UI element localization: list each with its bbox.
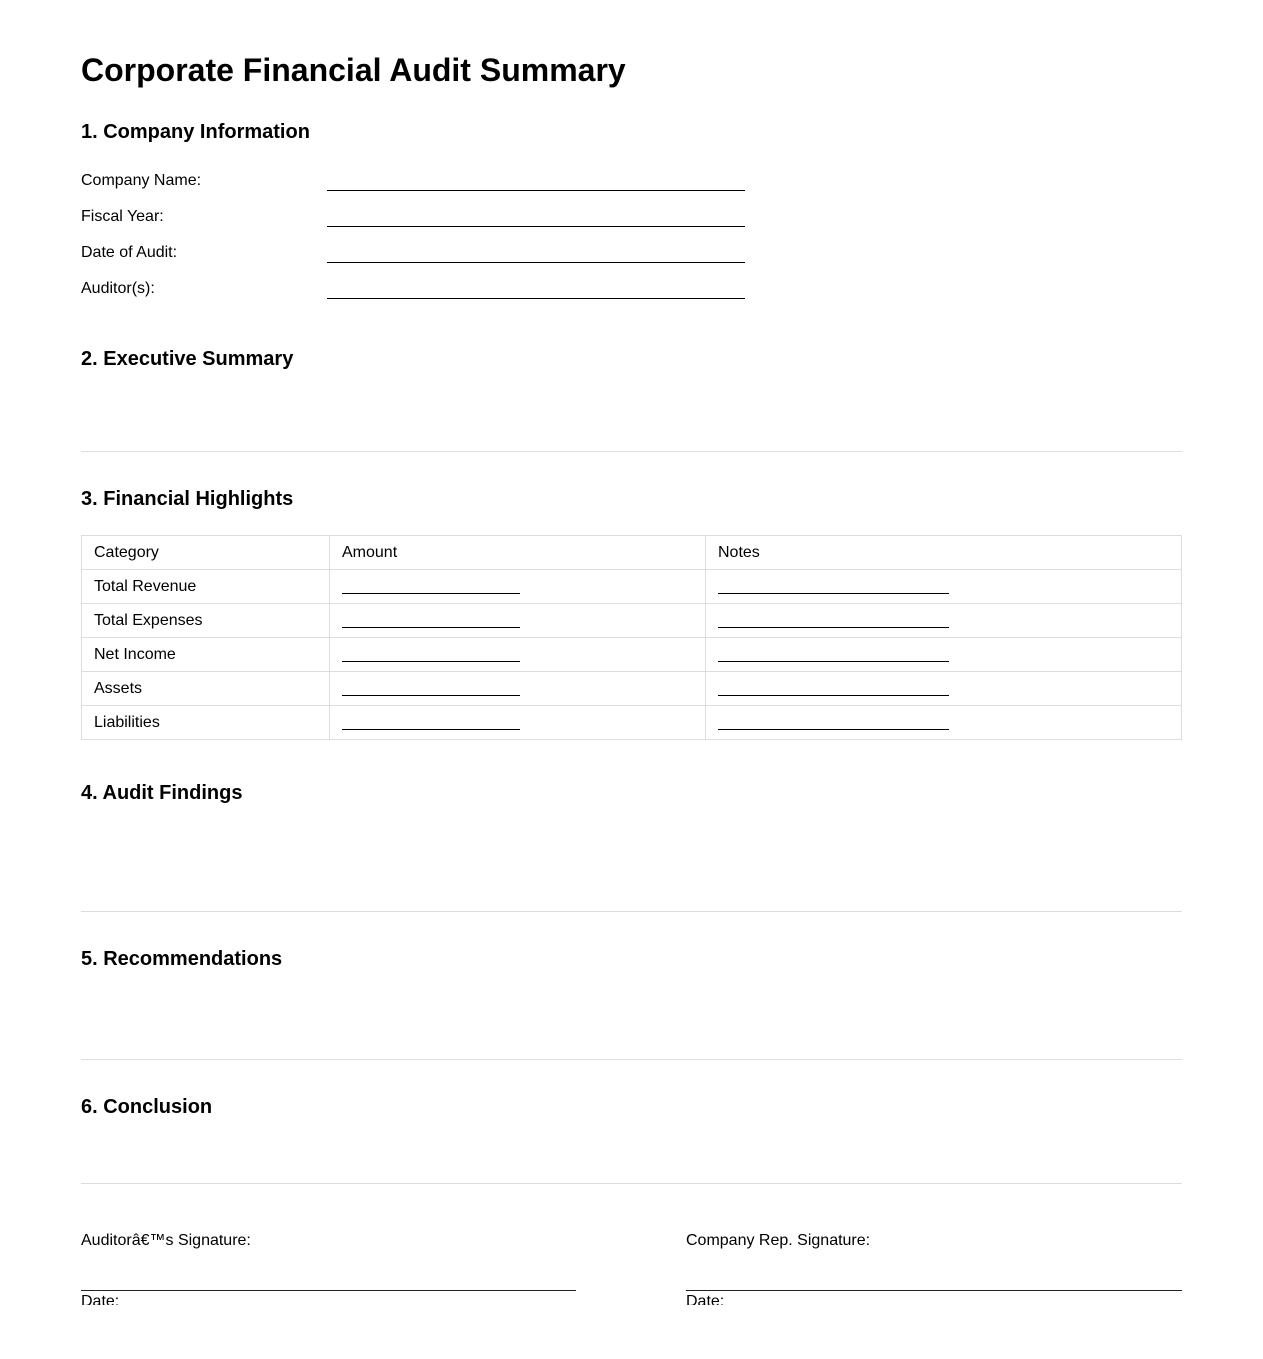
column-header-notes: Notes (706, 536, 1182, 570)
notes-cell[interactable] (706, 706, 1182, 740)
column-header-category: Category (82, 536, 330, 570)
auditor-signature-label: Auditorâ€™s Signature: (81, 1232, 251, 1249)
company-rep-date-text: Date: (686, 1293, 725, 1305)
auditor-date-label (81, 1292, 281, 1305)
date-of-audit-field[interactable] (327, 262, 745, 263)
notes-blank-line[interactable] (718, 613, 949, 628)
section-divider (81, 911, 1182, 912)
amount-cell[interactable] (330, 570, 706, 604)
section-divider (81, 451, 1182, 452)
section-heading-company-information: 1. Company Information (81, 121, 310, 143)
notes-blank-line[interactable] (718, 647, 949, 662)
amount-blank-line[interactable] (342, 681, 520, 696)
auditors-label: Auditor(s): (81, 280, 155, 297)
company-rep-signature-line[interactable] (686, 1290, 1182, 1291)
notes-cell[interactable] (706, 570, 1182, 604)
category-cell: Liabilities (82, 706, 330, 740)
category-cell: Total Revenue (82, 570, 330, 604)
table-row (82, 706, 1182, 740)
amount-blank-line[interactable] (342, 715, 520, 730)
section-heading-conclusion: 6. Conclusion (81, 1096, 213, 1118)
column-header-amount: Amount (330, 536, 706, 570)
section-heading-recommendations: 5. Recommendations (81, 948, 283, 970)
financial-highlights-table (81, 535, 1182, 740)
section-heading-audit-findings: 4. Audit Findings (81, 782, 243, 804)
notes-cell[interactable] (706, 604, 1182, 638)
auditor-signature-line[interactable] (81, 1290, 576, 1291)
date-of-audit-label: Date of Audit: (81, 244, 178, 261)
category-cell: Total Expenses (82, 604, 330, 638)
auditor-date-text: Date: (81, 1293, 120, 1305)
category-cell: Net Income (82, 638, 330, 672)
amount-blank-line[interactable] (342, 613, 520, 628)
amount-cell[interactable] (330, 672, 706, 706)
notes-blank-line[interactable] (718, 579, 949, 594)
fiscal-year-field[interactable] (327, 226, 745, 227)
section-heading-financial-highlights: 3. Financial Highlights (81, 488, 294, 510)
notes-blank-line[interactable] (718, 681, 949, 696)
amount-cell[interactable] (330, 604, 706, 638)
table-row (82, 570, 1182, 604)
notes-cell[interactable] (706, 672, 1182, 706)
section-divider (81, 1183, 1182, 1184)
company-rep-signature-label: Company Rep. Signature: (686, 1232, 871, 1249)
table-row (82, 604, 1182, 638)
company-rep-date-label (686, 1292, 886, 1305)
fiscal-year-label: Fiscal Year: (81, 208, 164, 225)
amount-cell[interactable] (330, 638, 706, 672)
category-cell: Assets (82, 672, 330, 706)
table-row (82, 638, 1182, 672)
table-row (82, 672, 1182, 706)
company-name-field[interactable] (327, 190, 745, 191)
table-header-row (82, 536, 1182, 570)
section-divider (81, 1059, 1182, 1060)
amount-cell[interactable] (330, 706, 706, 740)
notes-blank-line[interactable] (718, 715, 949, 730)
notes-cell[interactable] (706, 638, 1182, 672)
company-name-label: Company Name: (81, 172, 202, 189)
section-heading-executive-summary: 2. Executive Summary (81, 348, 294, 370)
auditors-field[interactable] (327, 298, 745, 299)
page-title: Corporate Financial Audit Summary (81, 52, 626, 88)
amount-blank-line[interactable] (342, 647, 520, 662)
amount-blank-line[interactable] (342, 579, 520, 594)
